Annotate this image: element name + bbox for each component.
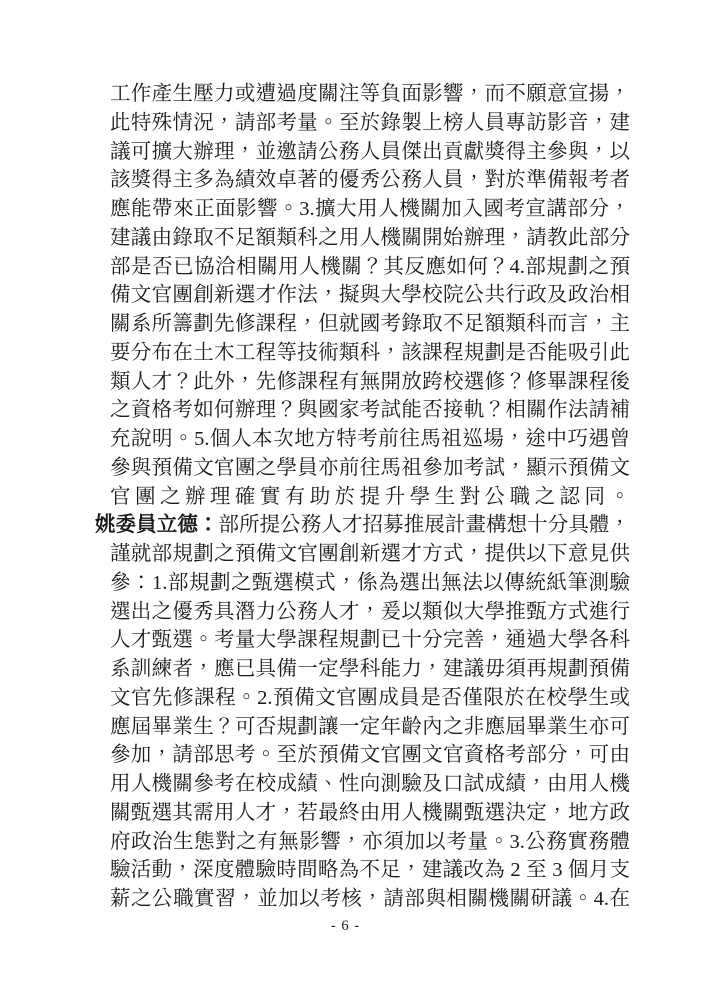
text-line: 建議由錄取不足額類科之用人機關開始辦理，請教此部分 [110,226,630,249]
text-line: 議可擴大辦理，並邀請公務人員傑出貢獻獎得主參與，以 [110,140,630,163]
paragraph-speaker-yao [95,511,630,914]
text-line: 謹就部規劃之預備文官團創新選才方式，提供以下意見供 [110,543,630,565]
text-line: 要分布在土木工程等技術類科，該課程規劃是否能吸引此 [110,341,630,364]
speaker-name: 姚委員立德： [95,514,219,537]
text-line: 部是否已協洽相關用人機關？其反應如何？4.部規劃之預 [110,255,630,278]
text-line: 應能帶來正面影響。3.擴大用人機關加入國考宣講部分， [110,198,630,220]
text-line: 關甄選其需用人才，若最終由用人機關甄選決定，地方政 [110,801,630,824]
text-line: 此特殊情況，請部考量。至於錄製上榜人員專訪影音，建 [110,111,630,134]
document-body [95,80,630,914]
speaker-line: 姚委員立德：部所提公務人才招募推展計畫構想十分具體， [95,514,630,537]
text-line: 府政治生態對之有無影響，亦須加以考量。3.公務實務體 [110,830,630,853]
text-line: 薪之公職實習，並加以考核，請部與相關機關研議。4.在 [110,888,630,910]
text-line: 參加，請部思考。至於預備文官團文官資格考部分，可由 [110,744,630,767]
text-line: 之資格考如何辦理？與國家考試能否接軌？相關作法請補 [110,399,630,422]
text-line: 該獎得主多為績效卓著的優秀公務人員，對於準備報考者 [110,169,630,192]
text-line: 系訓練者，應已具備一定學科能力，建議毋須再規劃預備 [110,658,630,680]
text-line: 官團之辦理確實有助於提升學生對公職之認同。 [110,485,630,508]
text-line: 驗活動，深度體驗時間略為不足，建議改為 2 至 3 個月支 [110,859,630,882]
text-line: 選出之優秀具潛力公務人才，爰以類似大學推甄方式進行 [110,600,630,623]
text-line: 用人機關參考在校成績、性向測驗及口試成績，由用人機 [110,773,630,795]
paragraph-continuation [110,80,630,511]
text-line: 工作產生壓力或遭過度關注等負面影響，而不願意宣揚， [110,83,630,105]
text-line: 文官先修課程。2.預備文官團成員是否僅限於在校學生或 [110,686,630,709]
text-line: 充說明。5.個人本次地方特考前往馬祖巡場，途中巧遇曾 [110,428,630,450]
text-line: 關系所籌劃先修課程，但就國考錄取不足額類科而言，主 [110,313,630,335]
text-line: 類人才？此外，先修課程有無開放跨校選修？修畢課程後 [110,370,630,393]
text-line: 人才甄選。考量大學課程規劃已十分完善，通過大學各科 [110,629,630,652]
text-line: 參與預備文官團之學員亦前往馬祖參加考試，顯示預備文 [110,456,630,479]
text-line: 備文官團創新選才作法，擬與大學校院公共行政及政治相 [110,284,630,307]
text-line: 參：1.部規劃之甄選模式，係為選出無法以傳統紙筆測驗 [110,571,630,594]
page-number: - 6 - [330,918,361,934]
text-line: 應屆畢業生？可否規劃讓一定年齡內之非應屆畢業生亦可 [110,715,630,738]
